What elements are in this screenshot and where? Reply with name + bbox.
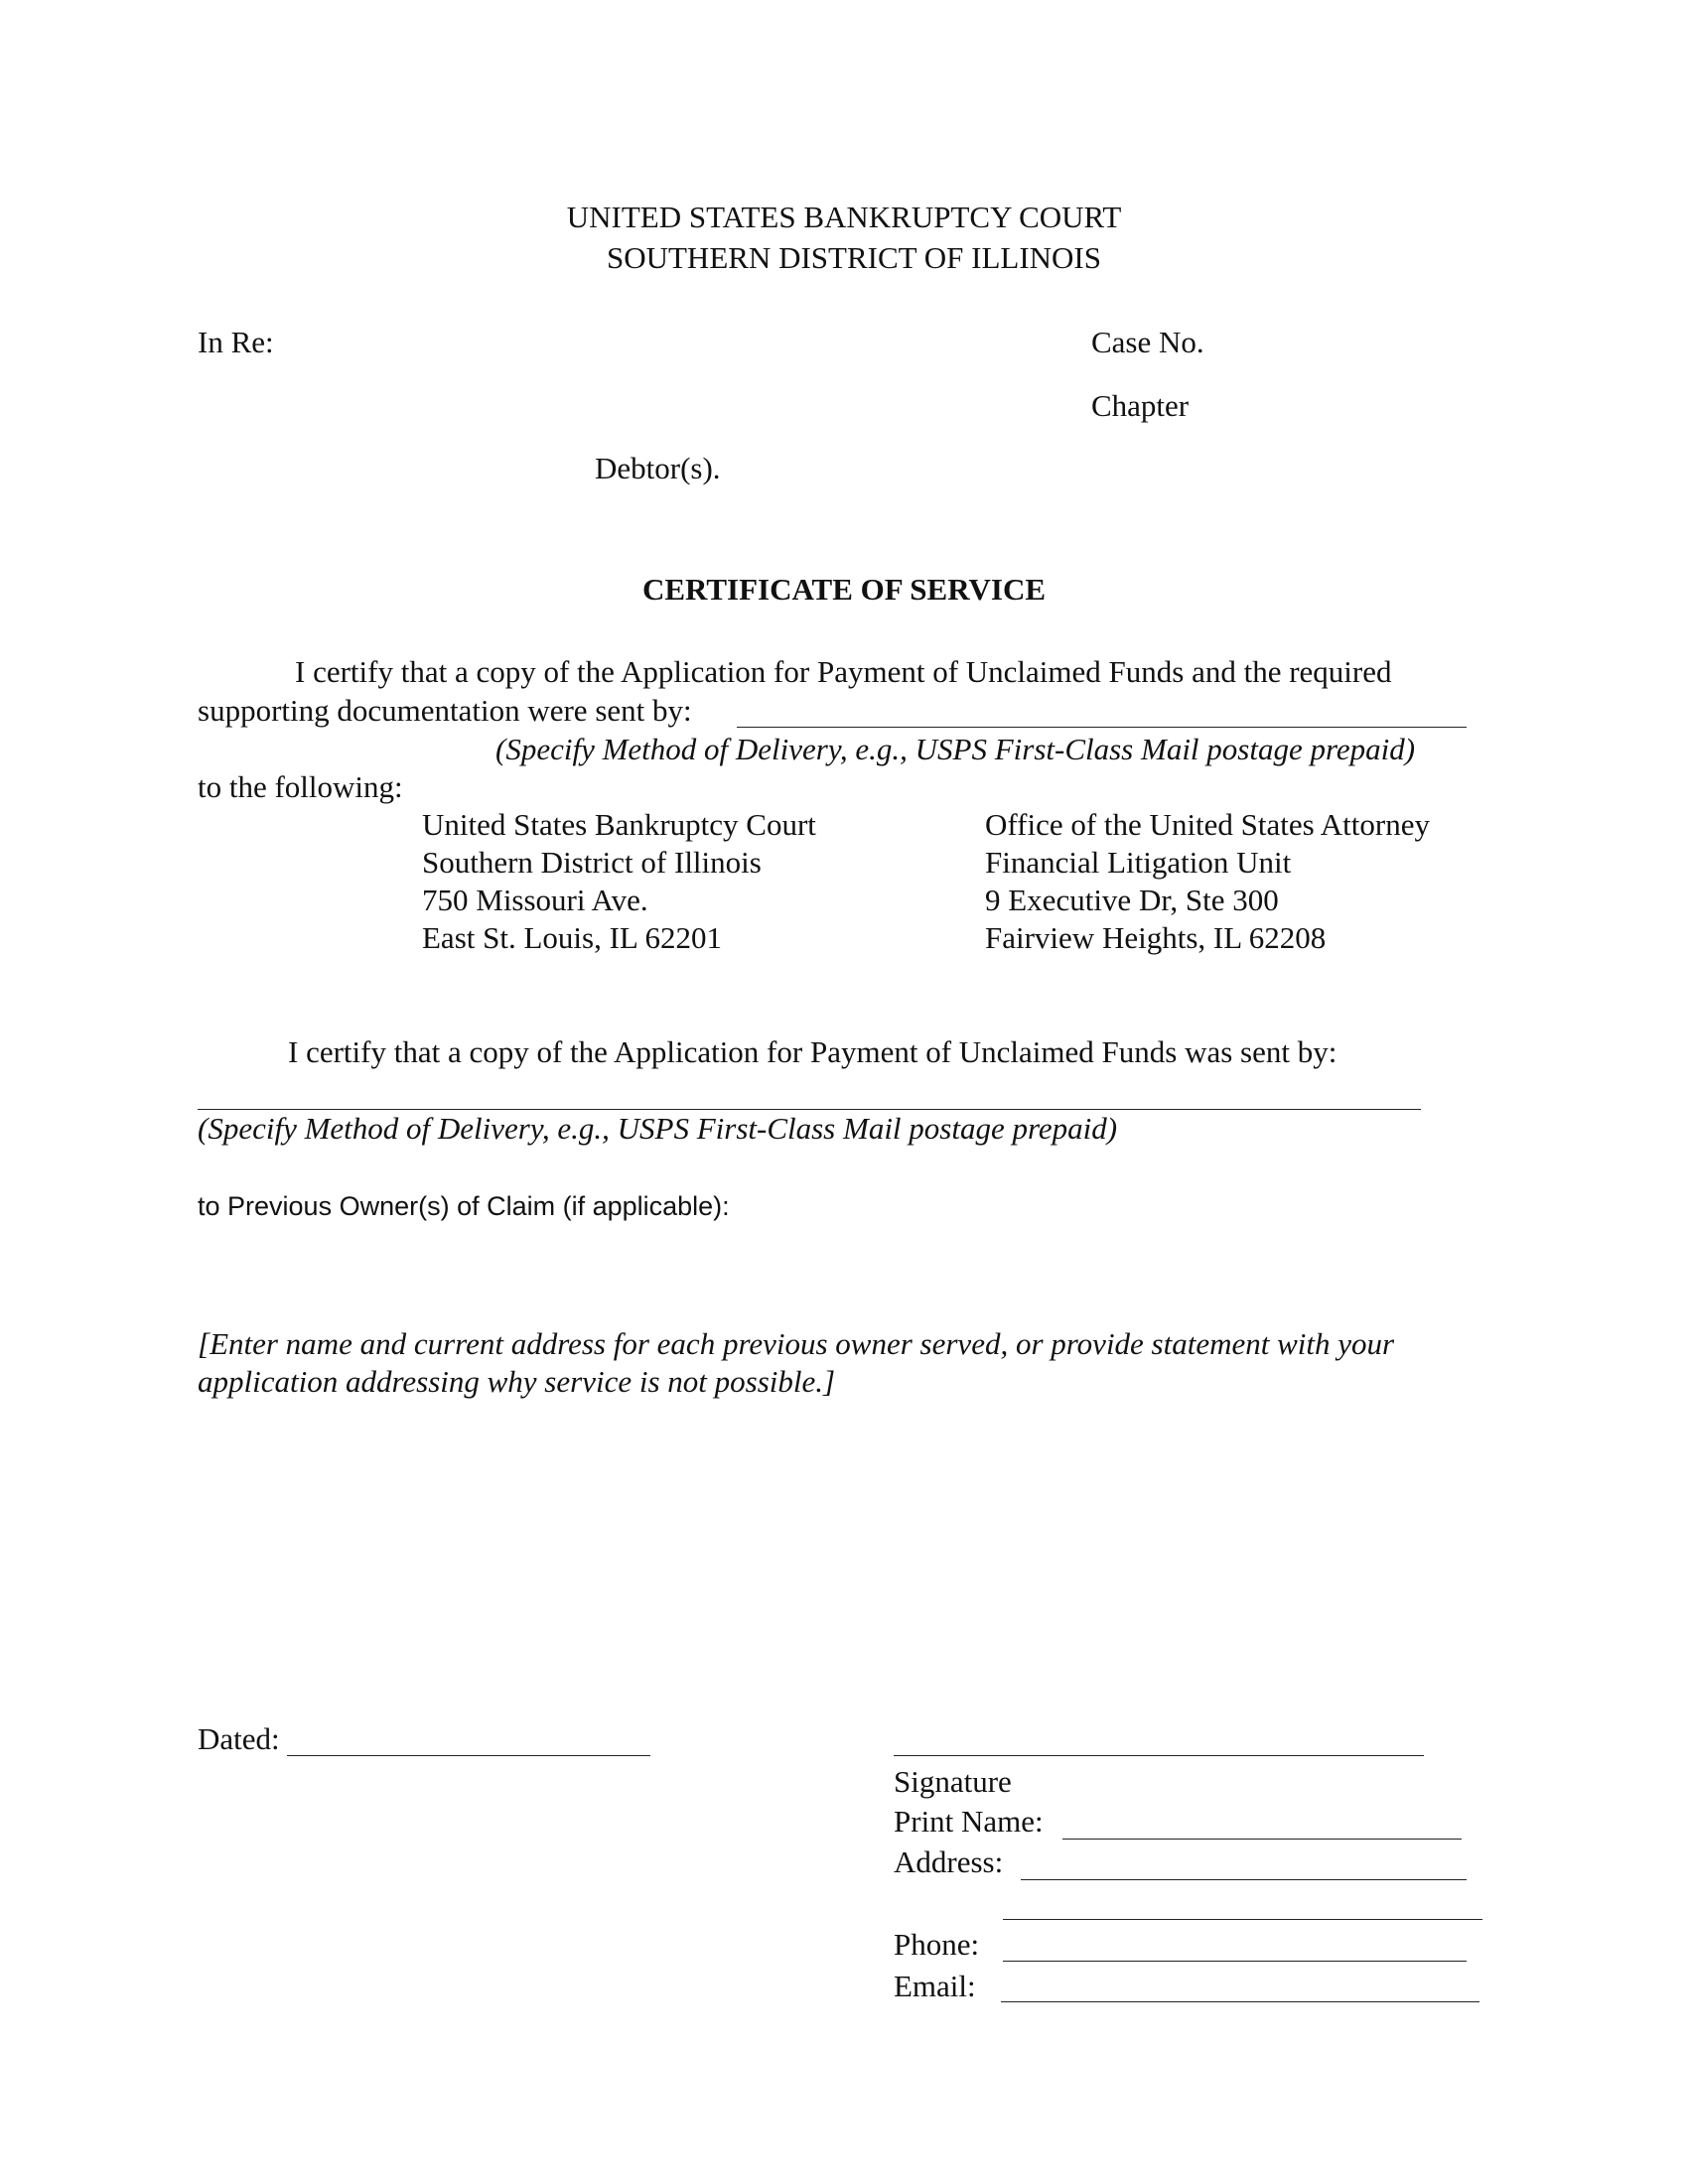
signature-field[interactable] [894, 1755, 1424, 1756]
dated-field[interactable] [287, 1755, 650, 1756]
dated-label: Dated: [198, 1721, 280, 1756]
recipient-1-line-4: East St. Louis, IL 62201 [422, 920, 722, 955]
recipient-1-line-1: United States Bankruptcy Court [422, 807, 816, 842]
instruction-line-2: application addressing why service is not possible.] [198, 1364, 836, 1399]
address-label: Address: [894, 1844, 1004, 1879]
recipient-1-line-2: Southern District of Illinois [422, 845, 762, 880]
certify-paragraph-1: I certify that a copy of the Application for Payment of Unclaimed Funds and the required [295, 654, 1392, 689]
document-title: CERTIFICATE OF SERVICE [641, 572, 1047, 607]
recipient-2-line-2: Financial Litigation Unit [985, 845, 1292, 880]
certify-paragraph-2: I certify that a copy of the Application for Payment of Unclaimed Funds was sent by: [288, 1034, 1337, 1069]
phone-label: Phone: [894, 1927, 980, 1962]
recipient-1-line-3: 750 Missouri Ave. [422, 883, 648, 917]
print-name-field[interactable] [1062, 1839, 1462, 1840]
to-following-label: to the following: [198, 769, 403, 804]
delivery-method-hint-2: (Specify Method of Delivery, e.g., USPS First-Class Mail postage prepaid) [198, 1111, 1118, 1146]
address-field-2[interactable] [1003, 1919, 1482, 1920]
chapter-label: Chapter [1091, 388, 1190, 423]
print-name-label: Print Name: [894, 1804, 1044, 1839]
in-re-label: In Re: [198, 325, 274, 359]
recipient-2-line-1: Office of the United States Attorney [985, 807, 1430, 842]
court-district: SOUTHERN DISTRICT OF ILLINOIS [606, 240, 1101, 275]
delivery-method-field-1[interactable] [737, 727, 1467, 728]
email-label: Email: [894, 1969, 976, 2003]
instruction-line-1: [Enter name and current address for each previous owner served, or provide statement with your [198, 1326, 1395, 1361]
email-field[interactable] [1001, 2001, 1479, 2002]
phone-field[interactable] [1003, 1961, 1467, 1962]
debtors-label: Debtor(s). [595, 451, 721, 485]
case-no-label: Case No. [1091, 325, 1204, 359]
court-name: UNITED STATES BANKRUPTCY COURT [566, 200, 1122, 234]
certify-paragraph-1-cont: supporting documentation were sent by: [198, 693, 692, 728]
recipient-2-line-3: 9 Executive Dr, Ste 300 [985, 883, 1279, 917]
signature-label: Signature [894, 1764, 1012, 1799]
address-field-1[interactable] [1021, 1879, 1467, 1880]
previous-owner-label: to Previous Owner(s) of Claim (if applicable): [198, 1191, 730, 1221]
recipient-2-line-4: Fairview Heights, IL 62208 [985, 920, 1327, 955]
delivery-method-hint-1: (Specify Method of Delivery, e.g., USPS First-Class Mail postage prepaid) [495, 732, 1416, 766]
